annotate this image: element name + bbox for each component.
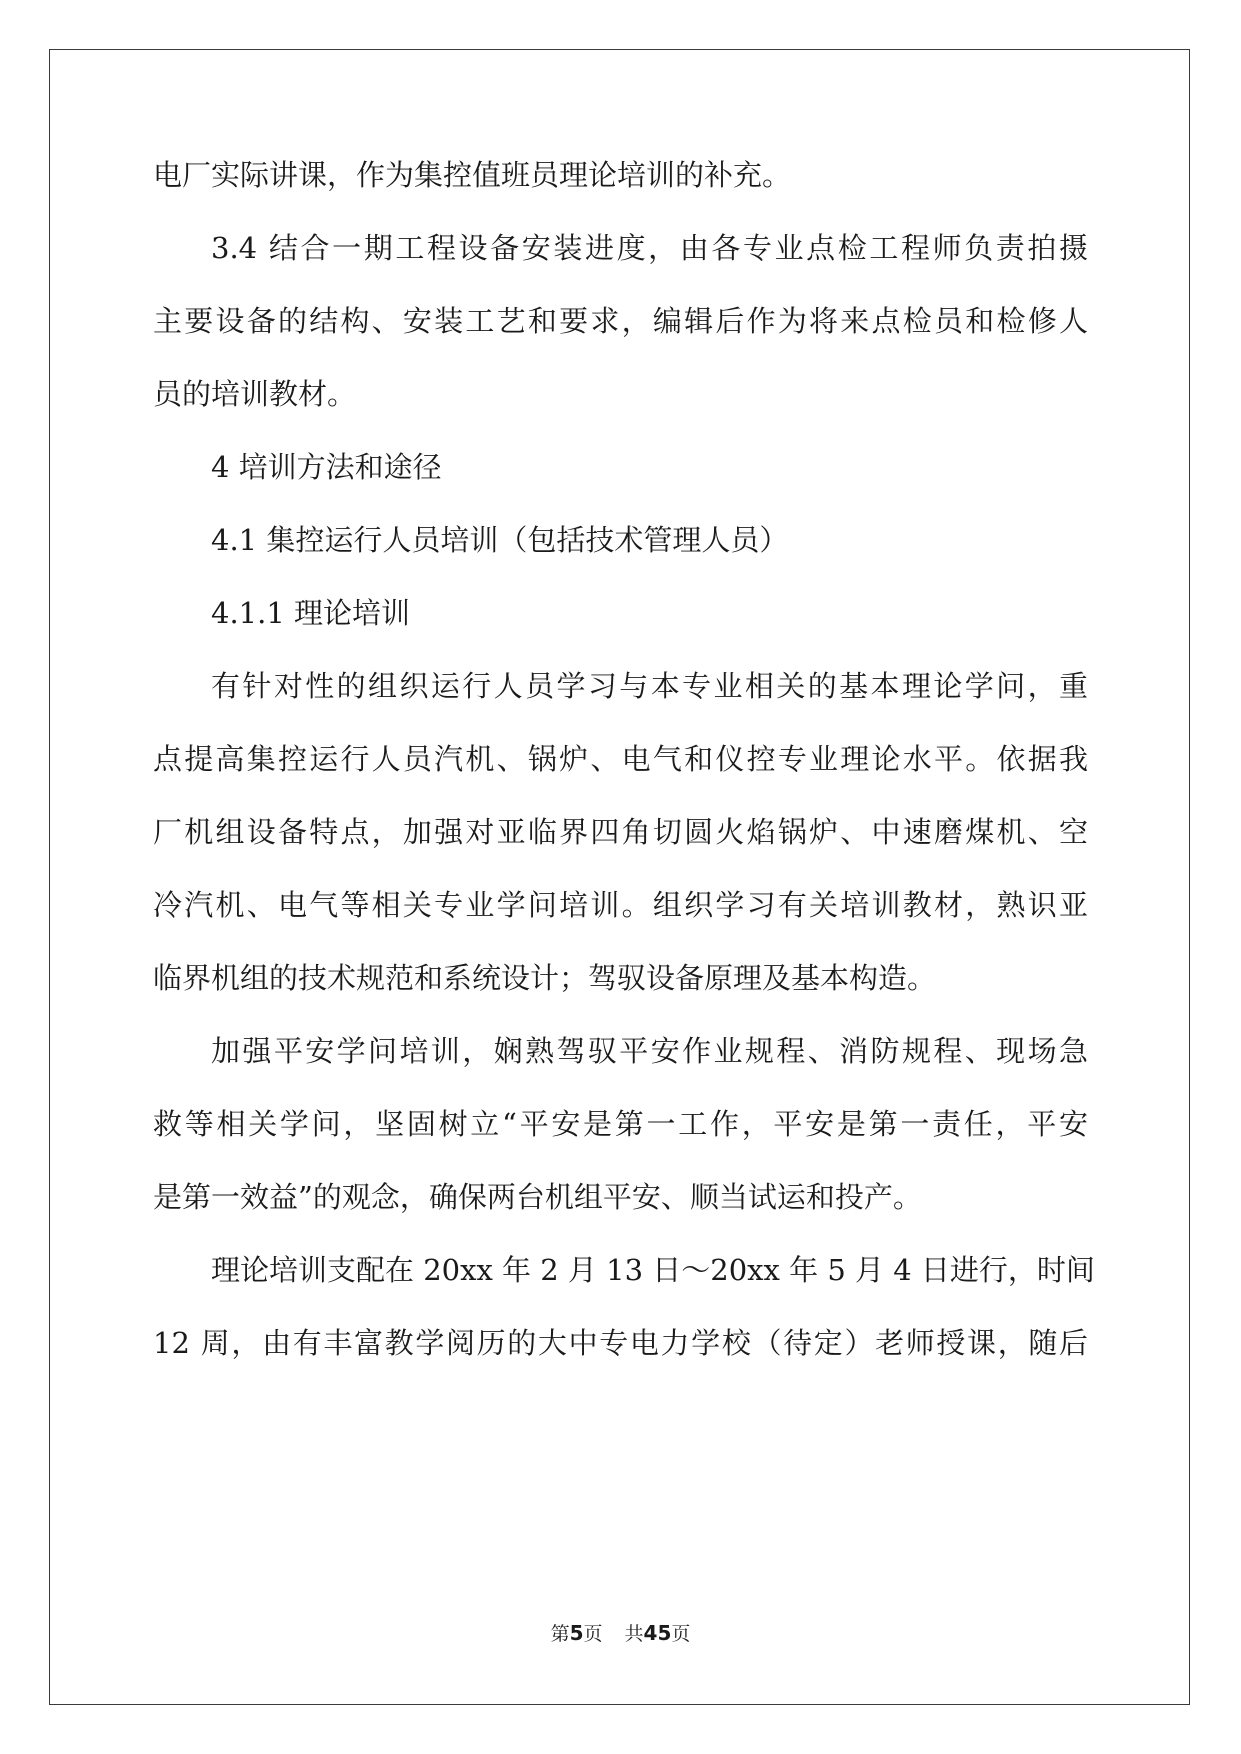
section-heading: 4.1.1 理论培训 xyxy=(211,596,411,630)
text-line: 12 周，由有丰富教学阅历的大中专电力学校（待定）老师授课，随后 xyxy=(153,1326,1088,1360)
text-line: 加强平安学问培训，娴熟驾驭平安作业规程、消防规程、现场急 xyxy=(211,1034,1088,1068)
text-line: 员的培训教材。 xyxy=(153,377,357,411)
text-line: 是第一效益”的观念，确保两台机组平安、顺当试运和投产。 xyxy=(153,1180,922,1214)
text-line: 理论培训支配在 20xx 年 2 月 13 日～20xx 年 5 月 4 日进行，时间 xyxy=(211,1253,1095,1287)
page-border xyxy=(49,49,1190,1705)
text-line: 电厂实际讲课，作为集控值班员理论培训的补充。 xyxy=(153,158,792,192)
total-pages: 45 xyxy=(643,1621,672,1645)
total-prefix: 共 xyxy=(624,1623,644,1645)
section-heading: 4 培训方法和途径 xyxy=(211,450,442,484)
text-line: 救等相关学问，坚固树立“平安是第一工作，平安是第一责任，平安 xyxy=(153,1107,1088,1141)
page-footer xyxy=(0,1620,1241,1647)
page-prefix: 第 xyxy=(550,1623,570,1645)
text-line: 临界机组的技术规范和系统设计；驾驭设备原理及基本构造。 xyxy=(153,961,937,995)
text-line: 点提高集控运行人员汽机、锅炉、电气和仪控专业理论水平。依据我 xyxy=(153,742,1088,776)
text-line: 冷汽机、电气等相关专业学问培训。组织学习有关培训教材，熟识亚 xyxy=(153,888,1088,922)
text-line: 主要设备的结构、安装工艺和要求，编辑后作为将来点检员和检修人 xyxy=(153,304,1088,338)
page-suffix: 页 xyxy=(583,1623,603,1645)
section-heading: 4.1 集控运行人员培训（包括技术管理人员） xyxy=(211,523,789,557)
page-number: 5 xyxy=(569,1621,584,1645)
text-line: 有针对性的组织运行人员学习与本专业相关的基本理论学问，重 xyxy=(211,669,1088,703)
text-line: 厂机组设备特点，加强对亚临界四角切圆火焰锅炉、中速磨煤机、空 xyxy=(153,815,1088,849)
total-suffix: 页 xyxy=(671,1623,691,1645)
text-line: 3.4 结合一期工程设备安装进度，由各专业点检工程师负责拍摄 xyxy=(211,231,1088,265)
